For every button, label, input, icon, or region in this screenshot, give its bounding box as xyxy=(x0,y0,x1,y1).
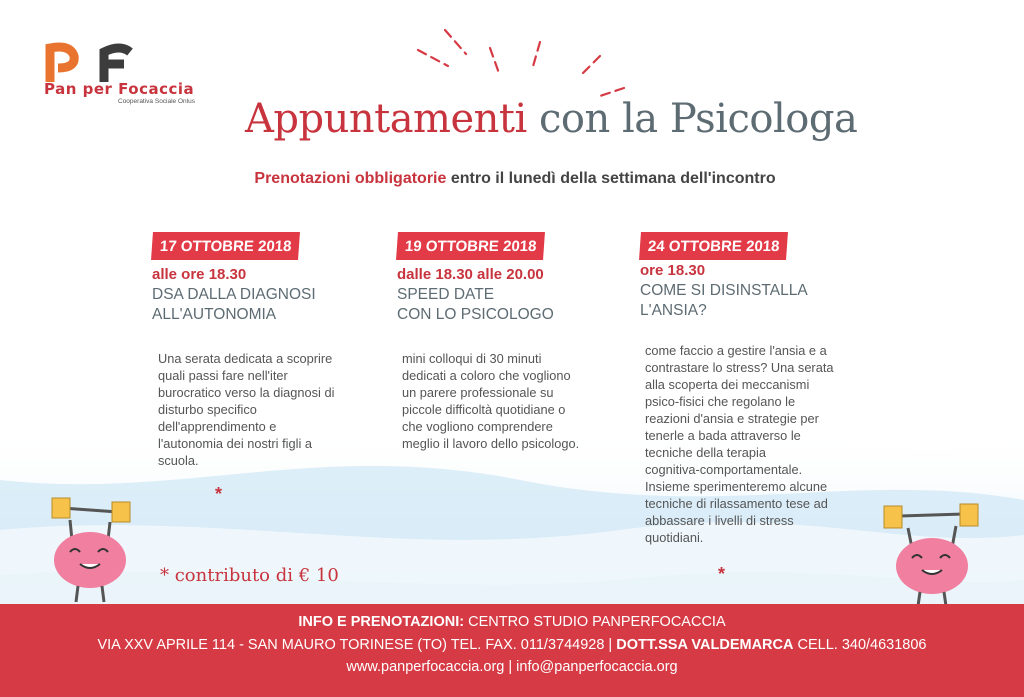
event-description-2: mini colloqui di 30 minuti dedicati a coloro che vogliono un parere professionale su piccole difficoltà quotidiane o che vogliono comprendere meglio il lavoro dello psicologo. xyxy=(402,351,580,451)
booking-notice-part1: Prenotazioni obbligatorie xyxy=(254,170,447,187)
event-title: DSA DALLA DIAGNOSI ALL'AUTONOMIA xyxy=(152,286,316,323)
footer-doctor: DOTT.SSA VALDEMARCA xyxy=(616,637,794,653)
booking-notice xyxy=(205,170,825,188)
event-time: ore 18.30 xyxy=(640,262,706,279)
footer-address: VIA XXV APRILE 114 - SAN MAURO TORINESE (TO) TEL. FAX. 011/3744928 | xyxy=(97,637,613,653)
event-title: SPEED DATE CON LO PSICOLOGO xyxy=(397,286,554,323)
asterisk-mark: * xyxy=(215,484,223,504)
footer-contacts[interactable]: www.panperfocaccia.org | info@panperfocaccia.org xyxy=(346,659,678,675)
page-title xyxy=(245,96,858,142)
event-column-3 xyxy=(640,232,808,321)
event-time: dalle 18.30 alle 20.00 xyxy=(397,266,544,283)
brain-mascot-right-icon xyxy=(882,500,982,610)
footer-cell: CELL. 340/4631806 xyxy=(797,637,927,653)
event-title: COME SI DISINSTALLA L'ANSIA? xyxy=(640,282,808,319)
event-date: 19 OTTOBRE 2018 xyxy=(396,232,545,260)
event-description-3: come faccio a gestire l'ansia e a contrastare lo stress? Una serata alla scoperta dei meccanismi psico-fisici che regolano le reazioni d'ansia e strategie per tenerle a bada attraverso le tecniche della terapia cognitiva-comportamentale. Insieme sperimenteremo alcune tecniche di rilassamento tese ad abbassare i livelli di stress quotidiani. xyxy=(645,343,834,545)
footer-line-1 xyxy=(0,614,1024,630)
footer-label: INFO E PRENOTAZIONI: xyxy=(298,614,465,630)
asterisk-mark: * xyxy=(718,564,726,584)
footer-line-2 xyxy=(0,637,1024,653)
title-part1: Appuntamenti xyxy=(245,96,527,142)
event-description-1: Una serata dedicata a scoprire quali passi fare nell'iter burocratico verso la diagnosi di disturbo specifico dell'apprendimento e l'autonomia dei nostri figli a scuola. xyxy=(158,351,335,468)
event-column-2 xyxy=(397,232,554,325)
footer-info-bar xyxy=(0,604,1024,697)
brain-mascot-left-icon xyxy=(40,490,140,605)
event-time: alle ore 18.30 xyxy=(152,266,247,283)
contribution-fee: * contributo di € 10 xyxy=(160,565,339,586)
footer-center-name: CENTRO STUDIO PANPERFOCACCIA xyxy=(468,614,726,630)
logo-text: Pan per Focaccia xyxy=(44,80,195,98)
event-date: 17 OTTOBRE 2018 xyxy=(151,232,300,260)
booking-notice-part2: entro il lunedì della settimana dell'incontro xyxy=(450,170,776,187)
logo-subtitle: Cooperativa Sociale Onlus xyxy=(118,98,195,105)
title-part2: con la Psicologa xyxy=(539,96,858,142)
event-date: 24 OTTOBRE 2018 xyxy=(639,232,788,260)
event-column-1 xyxy=(152,232,316,325)
